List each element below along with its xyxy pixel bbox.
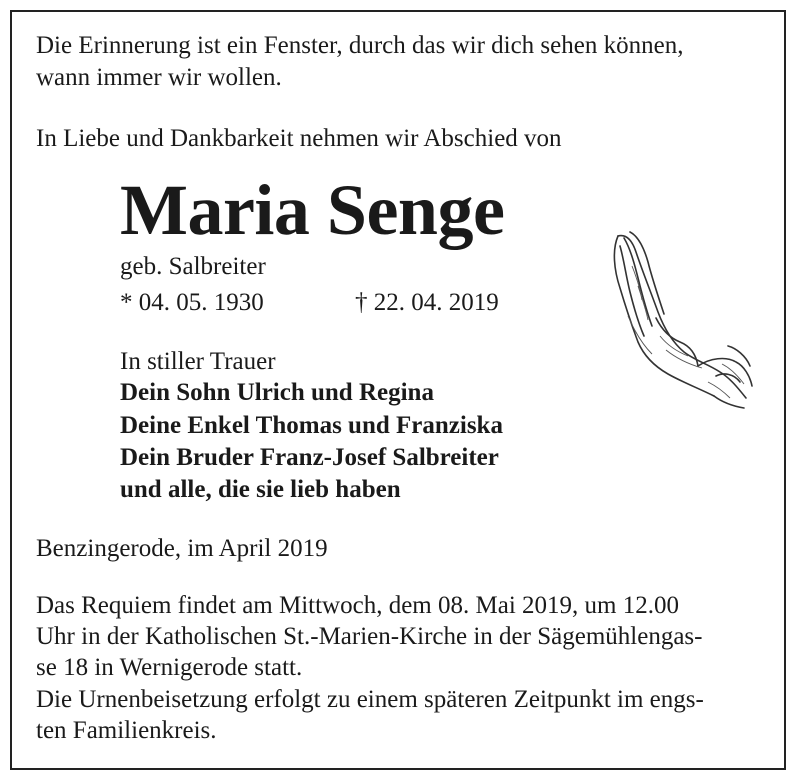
mourner-line: und alle, die sie lieb haben xyxy=(120,476,401,503)
quote-line-2: wann immer wir wollen. xyxy=(36,64,282,91)
death-date: † 22. 04. 2019 xyxy=(355,289,499,316)
mourners-heading: In stiller Trauer xyxy=(120,348,276,375)
service-line: se 18 in Wernigerode statt. xyxy=(36,654,303,681)
mourner-line: Deine Enkel Thomas und Franziska xyxy=(120,412,503,439)
birth-date: * 04. 05. 1930 xyxy=(120,289,264,316)
place-date: Benzingerode, im April 2019 xyxy=(36,535,328,562)
service-line: ten Familienkreis. xyxy=(36,717,217,744)
service-line: Uhr in der Katholischen St.-Marien-Kirche in der Sägemühlengas- xyxy=(36,623,703,650)
intro-text: In Liebe und Dankbarkeit nehmen wir Abschied von xyxy=(36,125,562,152)
service-line: Die Urnenbeisetzung erfolgt zu einem späteren Zeitpunkt im engs- xyxy=(36,686,704,713)
mourner-line: Dein Sohn Ulrich und Regina xyxy=(120,379,434,406)
praying-hands-icon xyxy=(598,226,756,412)
deceased-name: Maria Senge xyxy=(120,170,505,250)
quote-line-1: Die Erinnerung ist ein Fenster, durch das wir dich sehen können, xyxy=(36,32,684,59)
service-line: Das Requiem findet am Mittwoch, dem 08. Mai 2019, um 12.00 xyxy=(36,592,679,619)
mourner-line: Dein Bruder Franz-Josef Salbreiter xyxy=(120,444,499,471)
maiden-name: geb. Salbreiter xyxy=(120,253,266,280)
